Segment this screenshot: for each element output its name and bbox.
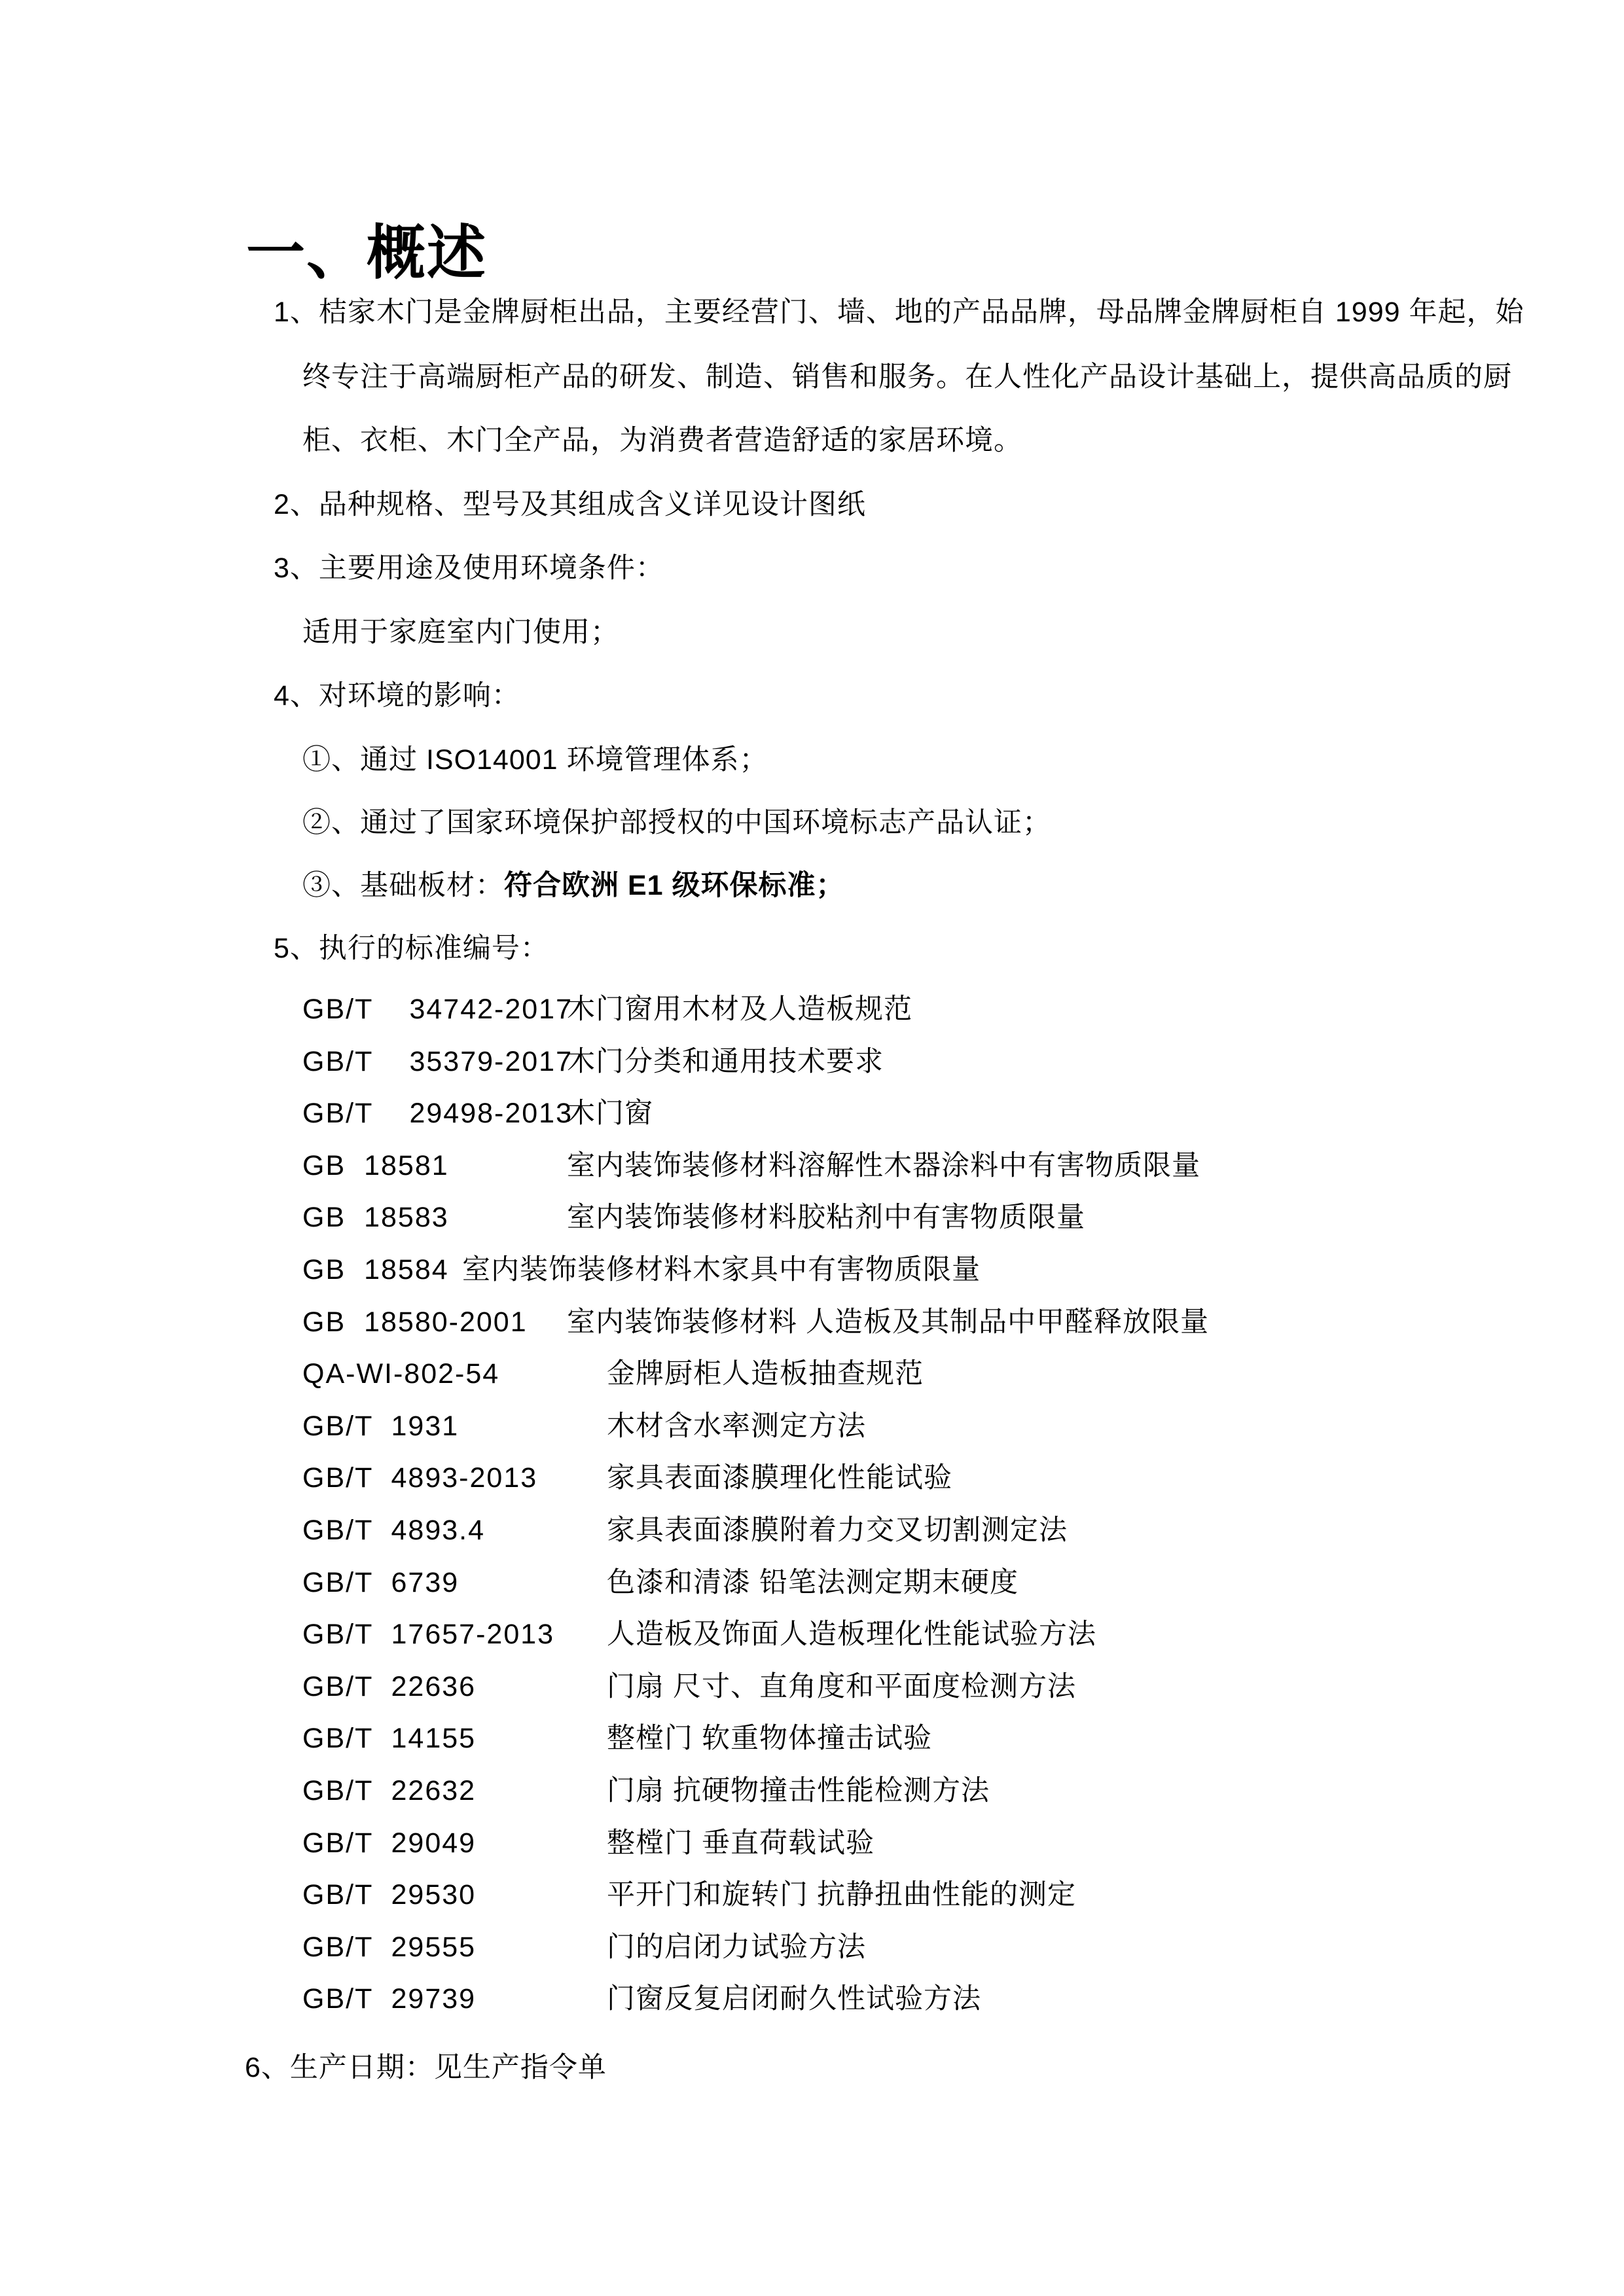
standard-code: GB 18584 [302,1254,449,1285]
standard-code: GB/T 1931 [302,1410,460,1442]
standard-name: 整樘门 软重物体撞击试验 [607,1723,932,1754]
standard-code: GB/T 4893-2013 [302,1462,538,1494]
standard-name: 平开门和旋转门 抗静扭曲性能的测定 [607,1879,1076,1910]
list-item-2: 2、品种规格、型号及其组成含义详见设计图纸 [274,489,866,520]
section-title: 一、概述 [246,221,487,286]
standard-row [302,1931,1585,1970]
standard-row [302,1774,1585,1814]
standard-row [302,1462,1585,1501]
standard-code: GB/T 34742-2017 [302,994,573,1025]
standard-row [302,1982,1585,2022]
standard-code: GB 18583 [302,1202,449,1233]
standard-name: 木门分类和通用技术要求 [567,1046,884,1077]
standard-row [302,1878,1585,1918]
standard-code: GB/T 29498-2013 [302,1098,573,1129]
standard-row [302,1253,1585,1293]
standard-name: 门的启闭力试验方法 [607,1931,866,1963]
list-item-4-sub-2: ②、通过了国家环境保护部授权的中国环境标志产品认证； [302,807,1051,838]
list-item-4: 4、对环境的影响： [274,680,520,711]
standard-code: QA-WI-802-54 [302,1358,500,1390]
standard-row [302,993,1585,1032]
list-item-3-detail: 适用于家庭室内门使用； [302,617,619,648]
standard-code: GB/T 4893.4 [302,1515,486,1546]
standard-code: GB/T 17657-2013 [302,1619,555,1650]
standard-row [302,1201,1585,1240]
standard-name: 室内装饰装修材料溶解性木器涂料中有害物质限量 [567,1150,1200,1181]
paragraph-1-line-1: 1、桔家木门是金牌厨柜出品，主要经营门、墙、地的产品品牌，母品牌金牌厨柜自 1999 年起，始 [274,296,1525,328]
standard-code: GB/T 22632 [302,1775,477,1806]
standard-row [302,1357,1585,1397]
list-item-4-sub-3 [302,869,845,903]
standard-code: GB/T 29555 [302,1931,477,1963]
standard-name: 色漆和清漆 铅笔法测定期末硬度 [607,1567,1019,1598]
standard-name: 门扇 尺寸、直角度和平面度检测方法 [607,1671,1076,1702]
standard-name: 木材含水率测定方法 [607,1410,866,1442]
paragraph-1-line-2: 终专注于高端厨柜产品的研发、制造、销售和服务。在人性化产品设计基础上，提供高品质的厨 [302,361,1512,393]
standard-name: 家具表面漆膜附着力交叉切割测定法 [607,1515,1068,1546]
list-item-4-sub-1: ①、通过 ISO14001 环境管理体系； [302,744,768,776]
standard-code: GB/T 29530 [302,1879,477,1910]
standard-row [302,1514,1585,1553]
standard-row [302,1722,1585,1761]
list-item-4-sub-3-label: ③、基础板材： [302,870,504,901]
standard-name: 金牌厨柜人造板抽查规范 [607,1358,924,1390]
standard-name: 门扇 抗硬物撞击性能检测方法 [607,1775,990,1806]
standard-row [302,1306,1585,1345]
standard-name: 木门窗 [567,1098,653,1129]
standard-code: GB/T 22636 [302,1671,477,1702]
standard-code: GB/T 14155 [302,1723,477,1754]
standard-row [302,1045,1585,1085]
standard-row [302,1149,1585,1189]
standard-code: GB/T 29049 [302,1827,477,1859]
standard-name: 室内装饰装修材料 人造板及其制品中甲醛释放限量 [567,1306,1209,1338]
standard-name: 室内装饰装修材料木家具中有害物质限量 [462,1254,981,1285]
standard-code: GB/T 35379-2017 [302,1046,573,1077]
standard-code: GB/T 6739 [302,1567,460,1598]
standard-name: 人造板及饰面人造板理化性能试验方法 [607,1619,1096,1650]
standard-row [302,1566,1585,1605]
list-item-3: 3、主要用途及使用环境条件： [274,552,664,584]
standard-row [302,1827,1585,1866]
list-item-5: 5、执行的标准编号： [274,933,549,964]
standard-row [302,1618,1585,1657]
standard-code: GB/T 29739 [302,1983,477,2015]
standard-row [302,1097,1585,1136]
paragraph-1-line-3: 柜、衣柜、木门全产品，为消费者营造舒适的家居环境。 [302,425,1022,456]
standard-name: 家具表面漆膜理化性能试验 [607,1462,952,1494]
standard-name: 整樘门 垂直荷载试验 [607,1827,875,1859]
standard-row [302,1670,1585,1710]
list-item-6: 6、生产日期：见生产指令单 [245,2052,607,2083]
standard-name: 门窗反复启闭耐久性试验方法 [607,1983,981,2015]
list-item-4-sub-3-value: 符合欧洲 E1 级环保标准； [504,870,845,901]
standard-code: GB 18581 [302,1150,449,1181]
standard-name: 木门窗用木材及人造板规范 [567,994,912,1025]
standard-name: 室内装饰装修材料胶粘剂中有害物质限量 [567,1202,1085,1233]
standard-row [302,1410,1585,1449]
standard-code: GB 18580-2001 [302,1306,528,1338]
